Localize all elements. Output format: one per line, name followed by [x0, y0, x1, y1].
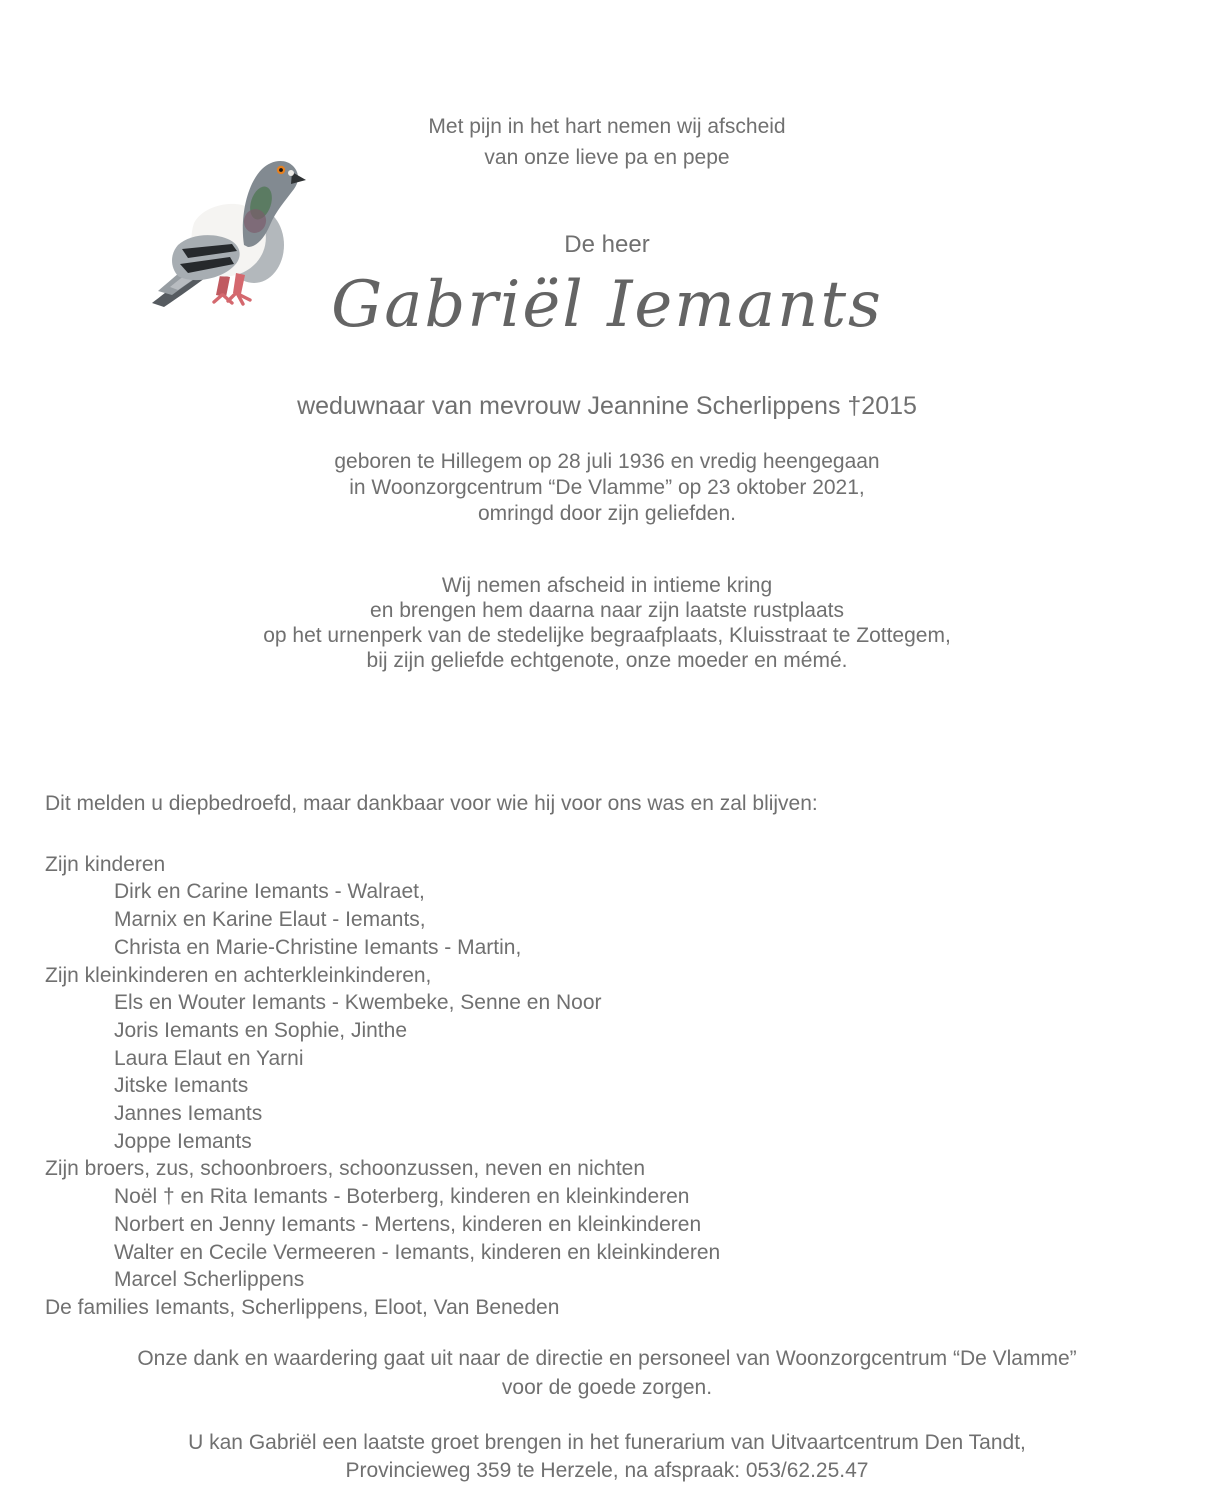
family-section	[45, 790, 1184, 1322]
family-line: Laura Elaut en Yarni	[114, 1046, 304, 1070]
family-line: Norbert en Jenny Iemants - Mertens, kinderen en kleinkinderen	[114, 1212, 702, 1236]
farewell-line-1: Wij nemen afscheid in intieme kring	[441, 574, 773, 597]
intro-line-2: van onze lieve pa en pepe	[484, 146, 730, 169]
family-line: Marcel Scherlippens	[114, 1268, 305, 1292]
announcement-line: Dit melden u diepbedroefd, maar dankbaar voor wie hij voor ons was en zal blijven:	[45, 792, 818, 815]
family-line: Els en Wouter Iemants - Kwembeke, Senne en Noor	[114, 991, 602, 1015]
intro-line-1: Met pijn in het hart nemen wij afscheid	[428, 115, 786, 138]
thanks-text	[0, 1344, 1214, 1402]
family-list	[45, 851, 1184, 1322]
widower-line: weduwnaar van mevrouw Jeannine Scherlippens †2015	[297, 392, 917, 420]
intro-text	[0, 111, 1214, 173]
family-line: Dirk en Carine Iemants - Walraet,	[114, 880, 425, 904]
family-line: Zijn broers, zus, schoonbroers, schoonzussen, neven en nichten	[45, 1157, 646, 1181]
visitation-line-2: Provincieweg 359 te Herzele, na afspraak: 053/62.25.47	[345, 1459, 869, 1482]
salutation: De heer	[564, 231, 650, 258]
farewell-line-4: bij zijn geliefde echtgenote, onze moeder en mémé.	[366, 649, 848, 672]
birth-death-text	[0, 449, 1214, 527]
thanks-line-2: voor de goede zorgen.	[501, 1376, 713, 1399]
birth-line-1: geboren te Hillegem op 28 juli 1936 en vredig heengegaan	[334, 450, 880, 473]
farewell-line-2: en brengen hem daarna naar zijn laatste rustplaats	[370, 599, 844, 622]
birth-line-2: in Woonzorgcentrum “De Vlamme” op 23 oktober 2021,	[349, 476, 865, 499]
farewell-line-3: op het urnenperk van de stedelijke begraafplaats, Kluisstraat te Zottegem,	[263, 624, 951, 647]
family-line: Jitske Iemants	[114, 1074, 249, 1098]
family-line: Walter en Cecile Vermeeren - Iemants, kinderen en kleinkinderen	[114, 1240, 721, 1264]
family-line: Noël † en Rita Iemants - Boterberg, kinderen en kleinkinderen	[114, 1185, 690, 1209]
family-line: Joppe Iemants	[114, 1129, 252, 1153]
family-line: Zijn kinderen	[45, 852, 166, 876]
deceased-name: Gabriël Iemants	[331, 268, 883, 342]
visitation-text	[0, 1429, 1214, 1485]
family-line: Christa en Marie-Christine Iemants - Martin,	[114, 935, 522, 959]
family-line: De families Iemants, Scherlippens, Eloot, Van Beneden	[45, 1295, 560, 1319]
visitation-line-1: U kan Gabriël een laatste groet brengen in het funerarium van Uitvaartcentrum Den Tandt,	[188, 1431, 1026, 1454]
family-line: Zijn kleinkinderen en achterkleinkinderen,	[45, 963, 432, 987]
family-line: Marnix en Karine Elaut - Iemants,	[114, 908, 426, 932]
birth-line-3: omringd door zijn geliefden.	[478, 502, 736, 525]
family-line: Jannes Iemants	[114, 1102, 263, 1126]
farewell-text	[0, 573, 1214, 673]
family-line: Joris Iemants en Sophie, Jinthe	[114, 1018, 407, 1042]
thanks-line-1: Onze dank en waardering gaat uit naar de directie en personeel van Woonzorgcentrum “De Vlamme”	[137, 1347, 1077, 1370]
